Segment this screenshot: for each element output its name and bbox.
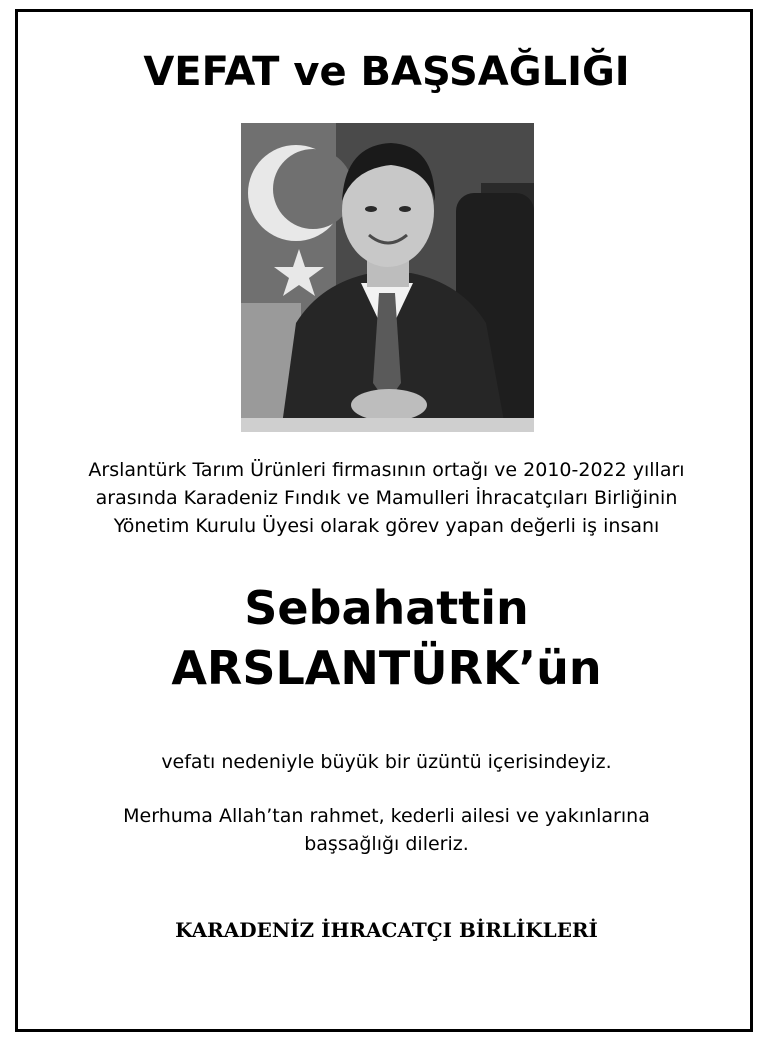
intro-line: Yönetim Kurulu Üyesi olarak görev yapan değerli iş insanı: [113, 515, 660, 537]
intro-line: Arslantürk Tarım Ürünleri firmasının ortağı ve 2010-2022 yılları: [88, 459, 685, 481]
page-title: VEFAT ve BAŞSAĞLIĞI: [143, 49, 630, 95]
deceased-first-name: Sebahattin: [244, 581, 529, 635]
deceased-name: [0, 578, 773, 698]
intro-text: [0, 456, 773, 540]
organization-signature: KARADENİZ İHRACATÇI BİRLİKLERİ: [175, 918, 598, 942]
deceased-surname: ARSLANTÜRK’ün: [171, 641, 602, 695]
condolence-message: [0, 802, 773, 858]
intro-line: arasında Karadeniz Fındık ve Mamulleri İhracatçıları Birliğinin: [95, 487, 678, 509]
condolence-line: başsağlığı dileriz.: [304, 833, 469, 855]
condolence-line: Merhuma Allah’tan rahmet, kederli ailesi ve yakınlarına: [123, 805, 650, 827]
sorrow-message: vefatı nedeniyle büyük bir üzüntü içerisindeyiz.: [161, 751, 612, 773]
portrait-photo: [241, 123, 534, 432]
